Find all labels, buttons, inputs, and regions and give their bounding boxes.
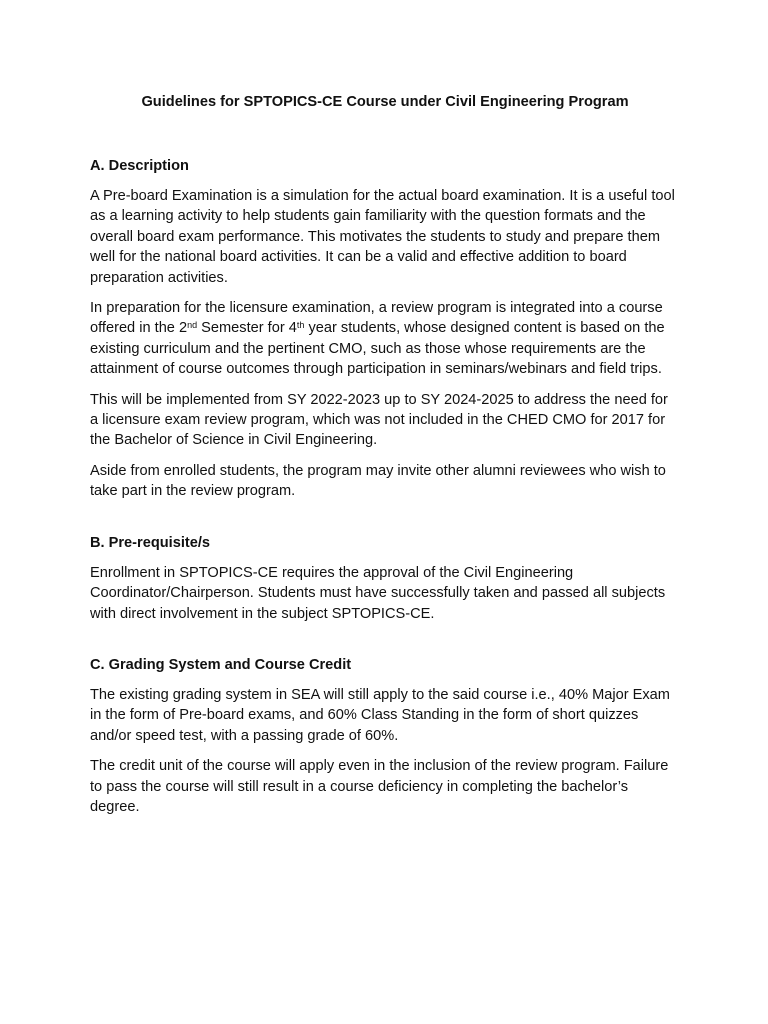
grading-paragraph-2: The credit unit of the course will apply even in the inclusion of the review program. Failure to pass the course will still result in a course deficiency in completing the bachelor’s degree. — [90, 758, 669, 815]
ordinal-superscript-nd: nd — [187, 319, 198, 330]
description-paragraph-2-text-3: year students, whose designed content is based on the existing curriculum and the pertinent CMO, such as those whose requirements are the attainment of course outcomes through participation in seminars/webinars and field trips. — [90, 320, 665, 378]
section-description — [90, 156, 676, 502]
description-paragraph-2 — [90, 298, 676, 380]
section-heading-prerequisites: B. Pre-requisite/s — [90, 534, 211, 551]
grading-paragraph-1: The existing grading system in SEA will still apply to the said course i.e., 40% Major Exam in the form of Pre-board exams, and 60% Class Standing in the form of short quizzes and/or speed test, with a passing grade of 60%. — [90, 686, 670, 744]
section-grading — [90, 655, 676, 817]
description-paragraph-4: Aside from enrolled students, the program may invite other alumni reviewees who wish to take part in the review program. — [90, 462, 666, 500]
section-prerequisites — [90, 533, 676, 624]
section-heading-description: A. Description — [90, 158, 189, 174]
section-heading-grading: C. Grading System and Course Credit — [90, 656, 352, 673]
document-title: Guidelines for SPTOPICS-CE Course under Civil Engineering Program — [141, 94, 629, 110]
description-paragraph-1: A Pre-board Examination is a simulation for the actual board examination. It is a useful tool as a learning activity to help students gain familiarity with the question formats and the overall board exam performance. This motivates the students to study and prepare them well for the national board activities. It can be a valid and effective addition to board preparation activities. — [90, 188, 675, 286]
description-paragraph-3: This will be implemented from SY 2022-2023 up to SY 2024-2025 to address the need for a licensure exam review program, which was not included in the CHED CMO for 2017 for the Bachelor of Science in Civil Engineering. — [90, 391, 668, 449]
description-paragraph-2-text-1: In preparation for the licensure examination, a review program is integrated into a course offered in the 2 — [90, 300, 663, 337]
prerequisites-paragraph-1: Enrollment in SPTOPICS-CE requires the approval of the Civil Engineering Coordinator/Chairperson. Students must have successfully taken and passed all subjects with direct involvement in the subject SPTOPICS-CE. — [90, 564, 666, 622]
description-paragraph-2-text-2: Semester for 4 — [197, 320, 297, 337]
ordinal-superscript-th: th — [296, 319, 305, 330]
